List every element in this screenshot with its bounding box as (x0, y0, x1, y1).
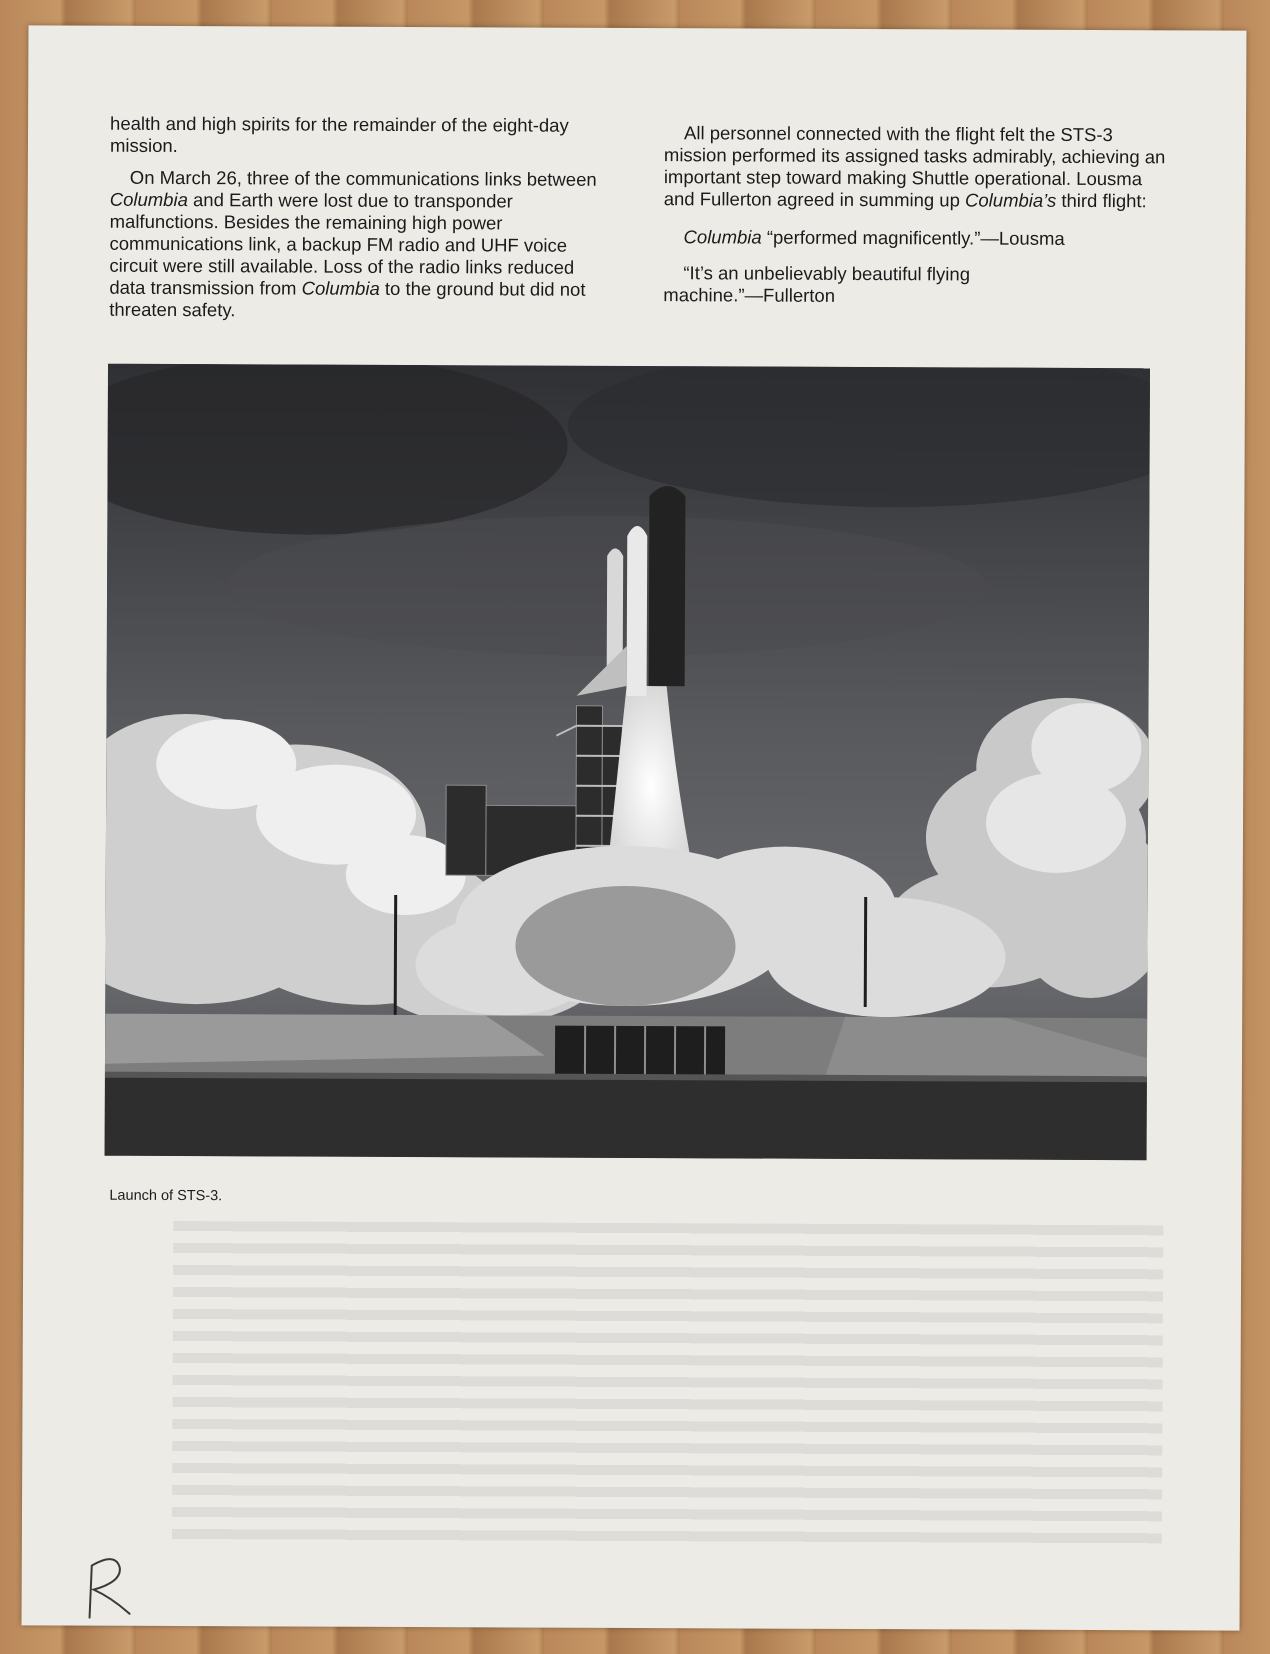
right-text-column (663, 122, 1174, 318)
right-paragraph-1: All personnel connected with the flight felt the STS-3 mission performed its assigned tasks admirably, achieving an important step toward making Shuttle operational. Lousma and Fullerton agreed in summing up Columbia’s third flight: (663, 122, 1166, 212)
shuttle-launch-illustration (105, 364, 1150, 1161)
handwritten-mark (82, 1546, 142, 1626)
quote-fullerton: “It’s an unbelievably beautiful flying machine.”—Fullerton (663, 262, 971, 306)
bleed-through-text (172, 1221, 1163, 1545)
left-paragraph-2: On March 26, three of the communications links between Columbia and Earth were lost due to transponder malfunctions. Besides the remaining high power communications link, a backup FM radio and UHF voice circuit were still available. Loss of the radio links reduced data transmission from Columbia to the ground but did not threaten safety. (109, 166, 597, 321)
left-text-column (109, 113, 610, 333)
document-page (22, 25, 1247, 1630)
left-paragraph-1: health and high spirits for the remainder of the eight-day mission. (109, 112, 569, 157)
photo-caption: Launch of STS-3. (109, 1187, 223, 1205)
launch-photo (105, 364, 1150, 1161)
handwritten-r-icon (82, 1546, 142, 1626)
quote-lousma: Columbia “performed magnificently.”—Lousma (683, 226, 1065, 249)
